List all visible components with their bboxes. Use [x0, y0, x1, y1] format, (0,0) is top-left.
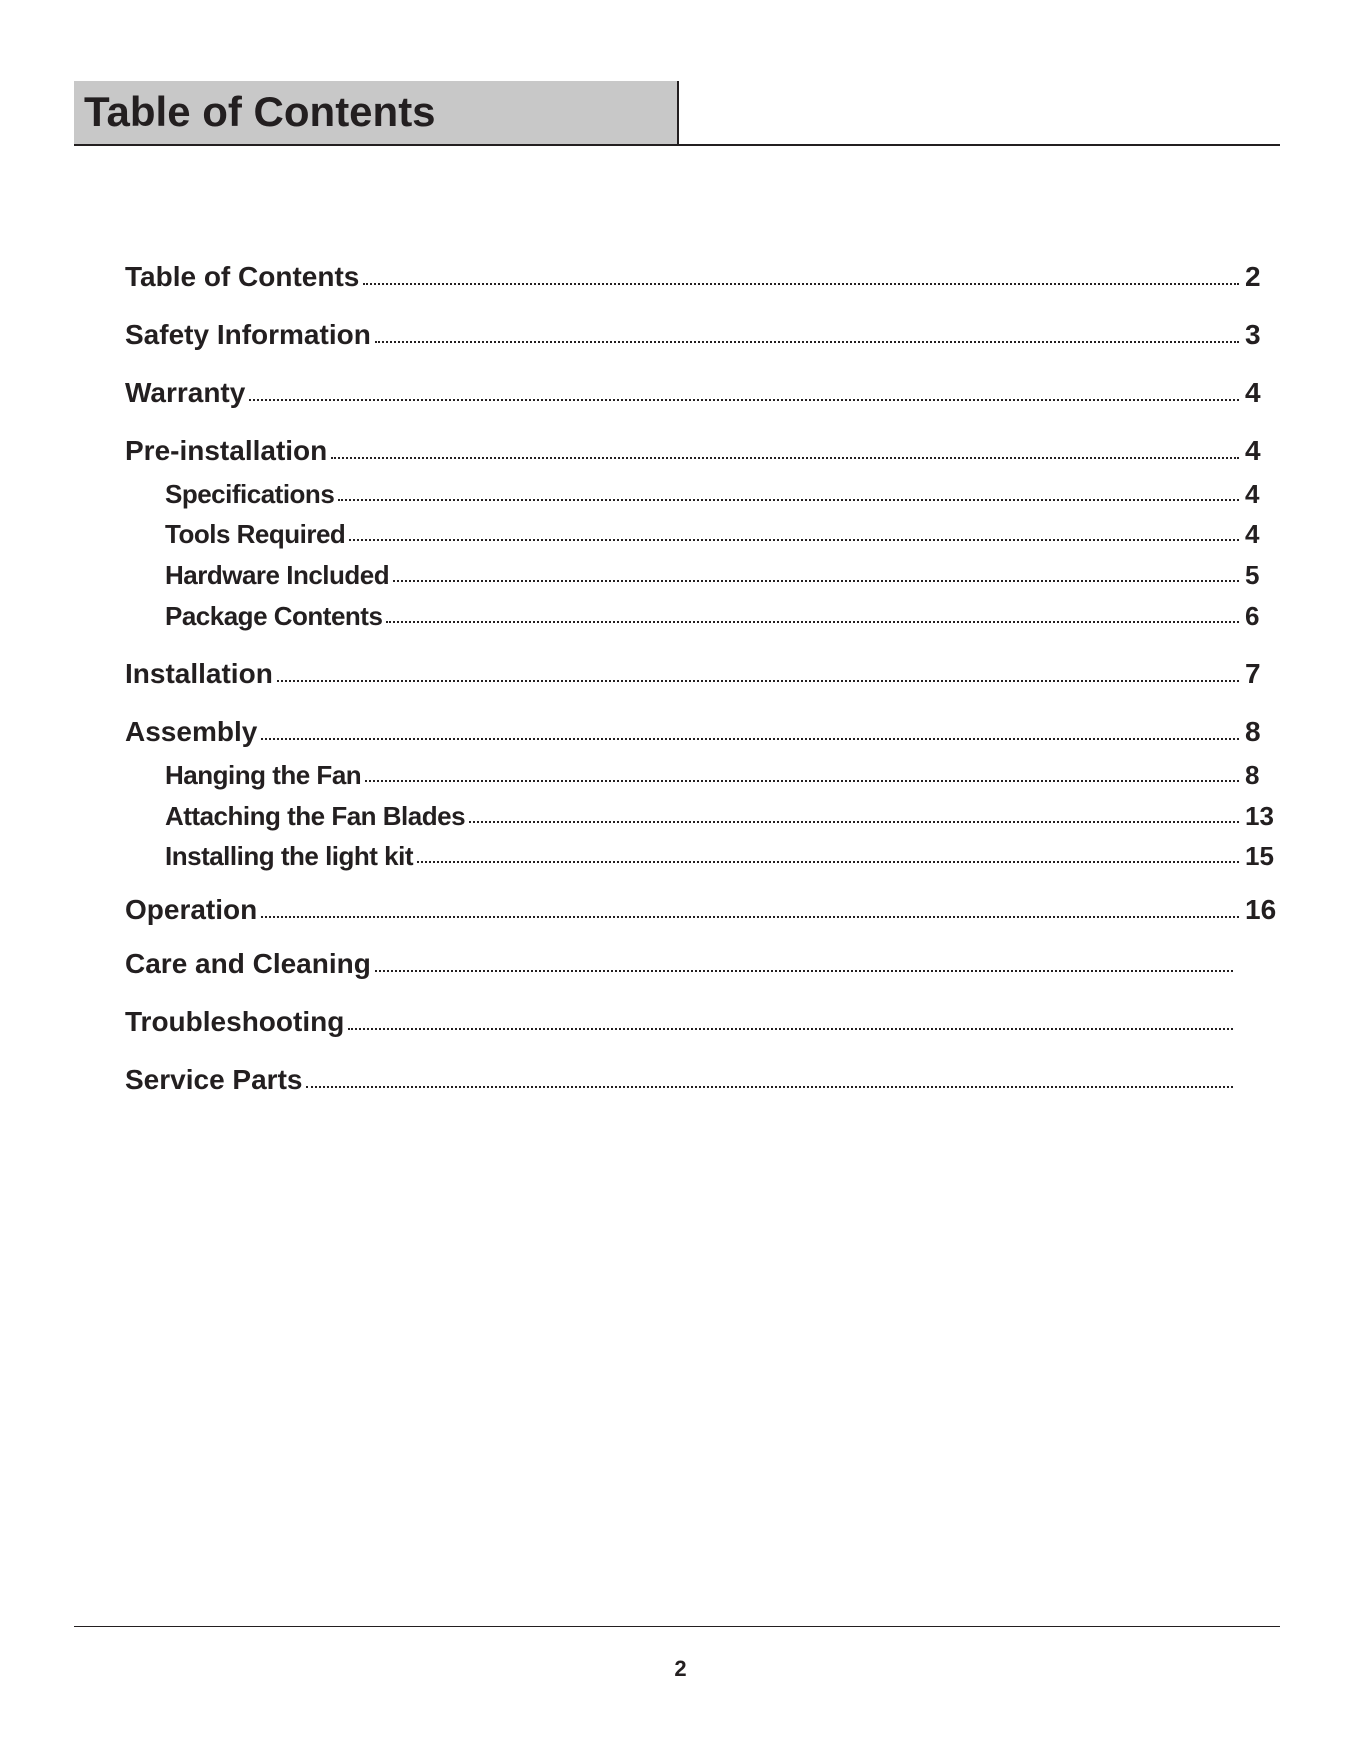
table-of-contents: [125, 0, 1275, 1200]
toc-entry[interactable]: [125, 941, 1275, 981]
toc-entry-page: 15: [1245, 841, 1274, 871]
toc-entry[interactable]: [125, 887, 1275, 927]
toc-entry[interactable]: [125, 999, 1275, 1039]
toc-entry-page: 2: [1245, 261, 1261, 292]
toc-dot-leader: [277, 680, 1239, 682]
toc-entry[interactable]: [125, 592, 1275, 632]
toc-entry-label: Operation: [125, 894, 258, 925]
toc-dot-leader: [349, 539, 1239, 541]
toc-dot-leader: [393, 580, 1239, 582]
toc-dot-leader: [261, 738, 1239, 740]
toc-dot-leader: [331, 457, 1239, 459]
toc-entry-label: Table of Contents: [125, 261, 360, 292]
toc-entry[interactable]: [125, 428, 1275, 468]
toc-entry-page: 5: [1245, 560, 1260, 590]
toc-entry[interactable]: [125, 370, 1275, 410]
toc-entry[interactable]: [125, 651, 1275, 691]
toc-entry-label: Safety Information: [125, 319, 371, 350]
toc-entry-label: Specifications: [165, 479, 335, 509]
toc-entry[interactable]: [125, 1057, 1275, 1097]
toc-entry-label: Hardware Included: [165, 560, 390, 590]
toc-entry-page: 4: [1245, 519, 1260, 549]
toc-dot-leader: [363, 283, 1239, 285]
toc-entry-page: 8: [1245, 760, 1260, 790]
toc-entry-label: Pre-installation: [125, 435, 328, 466]
toc-dot-leader: [365, 780, 1239, 782]
toc-dot-leader: [348, 1028, 1233, 1030]
toc-entry[interactable]: [125, 254, 1275, 294]
toc-dot-leader: [261, 916, 1239, 918]
toc-entry[interactable]: [125, 832, 1275, 872]
toc-entry-label: Package Contents: [165, 601, 383, 631]
toc-entry[interactable]: [125, 709, 1275, 749]
toc-dot-leader: [306, 1086, 1233, 1088]
toc-dot-leader: [417, 861, 1239, 863]
toc-entry-page: 13: [1245, 801, 1274, 831]
toc-entry-page: 16: [1245, 894, 1277, 925]
toc-entry-label: Tools Required: [165, 519, 346, 549]
toc-entry-page: 4: [1245, 435, 1261, 466]
toc-entry[interactable]: [125, 312, 1275, 352]
toc-entry-label: Warranty: [125, 377, 246, 408]
toc-dot-leader: [249, 399, 1239, 401]
toc-dot-leader: [386, 621, 1239, 623]
toc-entry-page: 7: [1245, 658, 1261, 689]
toc-dot-leader: [375, 341, 1239, 343]
toc-entry-label: Installation: [125, 658, 273, 689]
toc-entry-label: Hanging the Fan: [165, 760, 362, 790]
toc-entry-label: Attaching the Fan Blades: [165, 801, 466, 831]
toc-dot-leader: [469, 821, 1239, 823]
toc-entry[interactable]: [125, 510, 1275, 550]
toc-entry[interactable]: [125, 792, 1275, 832]
toc-entry[interactable]: [125, 470, 1275, 510]
toc-entry-label: Installing the light kit: [165, 841, 413, 871]
toc-entry-page: 4: [1245, 479, 1260, 509]
toc-entry-label: Troubleshooting: [125, 1006, 345, 1037]
toc-entry[interactable]: [125, 751, 1275, 791]
footer-page-number: 2: [674, 1656, 687, 1681]
toc-entry-label: Care and Cleaning: [125, 948, 371, 979]
toc-dot-leader: [375, 970, 1233, 972]
page-title: Table of Contents: [84, 88, 436, 135]
toc-entry-label: Assembly: [125, 716, 258, 747]
toc-entry-page: 6: [1245, 601, 1260, 631]
toc-entry-page: 3: [1245, 319, 1261, 350]
toc-dot-leader: [338, 499, 1239, 501]
toc-entry-label: Service Parts: [125, 1064, 303, 1095]
toc-entry[interactable]: [125, 551, 1275, 591]
toc-entry-page: 4: [1245, 377, 1261, 408]
toc-entry-page: 8: [1245, 716, 1261, 747]
footer-rule: [74, 1626, 1280, 1627]
